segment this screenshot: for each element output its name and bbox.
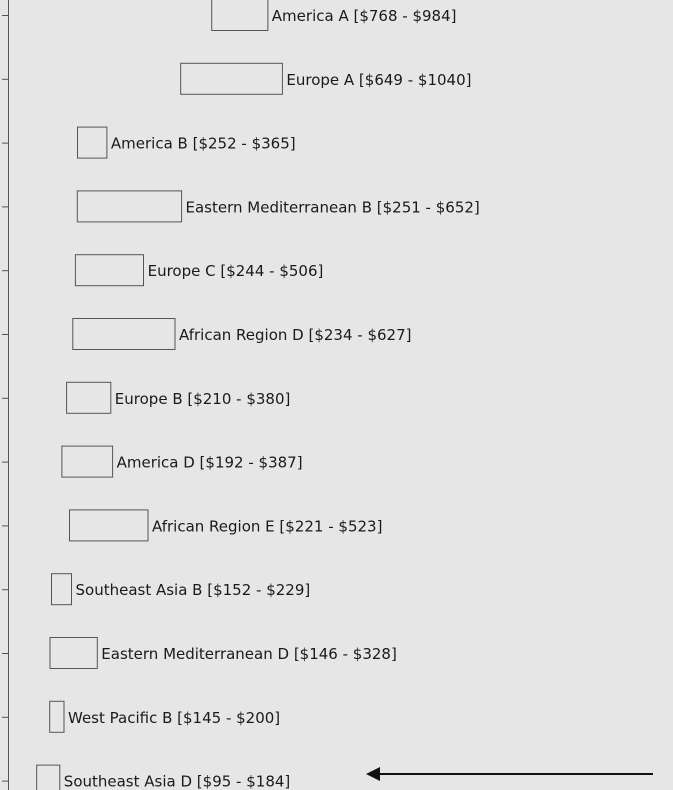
- y-axis-ticks: [2, 16, 9, 782]
- range-box: [70, 510, 149, 541]
- range-box: [73, 319, 175, 350]
- arrow-indicator: [366, 767, 653, 781]
- range-item: [37, 765, 291, 790]
- range-label: America B [$252 - $365]: [110, 134, 296, 153]
- range-label: Europe A [$649 - $1040]: [286, 70, 472, 89]
- range-label: Southeast Asia B [$152 - $229]: [75, 581, 311, 600]
- range-label: West Pacific B [$145 - $200]: [68, 708, 281, 727]
- range-label: America D [$192 - $387]: [116, 453, 303, 472]
- range-box: [50, 638, 97, 669]
- range-item: [212, 0, 457, 31]
- range-item: [62, 446, 303, 477]
- range-label: America A [$768 - $984]: [271, 7, 457, 25]
- range-item: [52, 574, 311, 605]
- range-item: [50, 638, 397, 669]
- range-box: [62, 446, 113, 477]
- range-marks: [37, 0, 480, 790]
- range-item: [67, 382, 291, 413]
- range-box: [181, 63, 283, 94]
- range-box: [37, 765, 60, 790]
- range-item: [78, 127, 296, 158]
- range-label: Eastern Mediterranean B [$251 - $652]: [185, 198, 480, 217]
- range-item: [70, 510, 383, 541]
- range-label: Eastern Mediterranean D [$146 - $328]: [101, 645, 397, 663]
- arrow-head: [366, 767, 380, 781]
- range-label: Europe C [$244 - $506]: [147, 262, 324, 281]
- range-item: [77, 191, 479, 222]
- range-item: [50, 701, 280, 732]
- range-box: [52, 574, 72, 605]
- range-label: African Region E [$221 - $523]: [152, 517, 383, 536]
- range-box: [75, 255, 143, 286]
- range-box: [77, 191, 181, 222]
- range-label: African Region D [$234 - $627]: [179, 326, 412, 344]
- range-item: [73, 319, 412, 350]
- range-item: [181, 63, 472, 94]
- range-box: [212, 0, 268, 31]
- range-label: Europe B [$210 - $380]: [114, 389, 291, 408]
- range-box: [67, 382, 111, 413]
- range-box: [50, 701, 64, 732]
- range-label: Southeast Asia D [$95 - $184]: [63, 772, 291, 790]
- range-box: [78, 127, 107, 158]
- range-item: [75, 255, 323, 286]
